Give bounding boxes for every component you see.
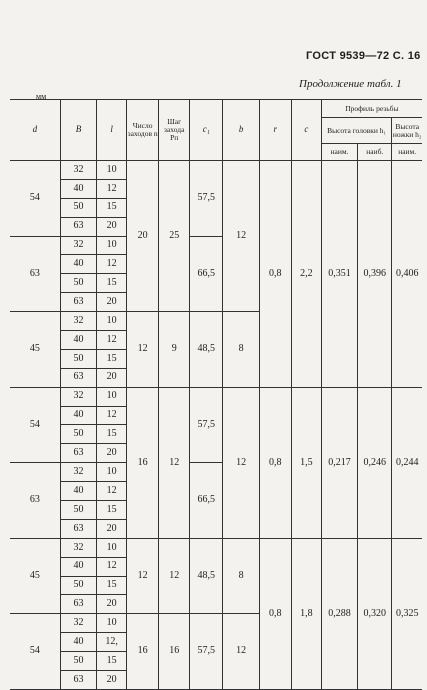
cell-l: 12 [97,331,127,350]
cell-l: 15 [97,576,127,595]
cell-lead: 9 [159,312,190,388]
cell-c1: 66,5 [190,463,223,539]
cell-B: 50 [60,501,96,520]
col-header-lead: Шаг захода Pп [159,100,190,161]
cell-l: 10 [97,463,127,482]
col-header-h2: Высота ножки h₂ [392,118,422,144]
cell-c1: 57,5 [190,161,223,237]
cell-l: 15 [97,349,127,368]
col-header-h1-max: наиб. [358,144,392,161]
cell-B: 63 [60,444,96,463]
table-row [10,538,422,557]
col-header-starts: Число заходов n [127,100,159,161]
cell-B: 63 [60,671,96,690]
cell-l: 10 [97,387,127,406]
cell-l: 20 [97,293,127,312]
cell-l: 20 [97,519,127,538]
table-row [10,387,422,406]
cell-h2-min: 0,406 [392,161,422,388]
cell-l: 10 [97,312,127,331]
cell-B: 50 [60,425,96,444]
cell-starts: 20 [127,161,159,312]
cell-r: 0,8 [259,538,291,689]
cell-B: 40 [60,255,96,274]
cell-starts: 12 [127,312,159,388]
cell-l: 10 [97,538,127,557]
col-header-B: B [60,100,96,161]
cell-B: 40 [60,406,96,425]
cell-l: 15 [97,198,127,217]
cell-B: 32 [60,614,96,633]
cell-B: 32 [60,538,96,557]
cell-B: 63 [60,595,96,614]
col-header-h1-min: наим. [321,144,357,161]
cell-B: 50 [60,349,96,368]
cell-b: 12 [223,387,259,538]
cell-c1: 66,5 [190,236,223,312]
cell-h1-max: 0,320 [358,538,392,689]
cell-c1: 57,5 [190,614,223,690]
cell-b: 12 [223,614,259,690]
cell-B: 32 [60,161,96,180]
standard-header: ГОСТ 9539—72 С. 16 [306,50,421,62]
cell-B: 63 [60,293,96,312]
cell-h1-max: 0,246 [358,387,392,538]
cell-l: 12 [97,557,127,576]
col-header-b: b [223,100,259,161]
cell-c: 1,5 [291,387,321,538]
cell-lead: 12 [159,387,190,538]
cell-l: 10 [97,236,127,255]
col-header-h2-min: наим. [392,144,422,161]
cell-l: 12 [97,255,127,274]
col-header-r: r [259,100,291,161]
cell-c1: 48,5 [190,538,223,614]
cell-l: 15 [97,425,127,444]
cell-l: 20 [97,217,127,236]
cell-B: 50 [60,198,96,217]
cell-d: 45 [10,538,60,614]
cell-b: 12 [223,161,259,312]
cell-d: 63 [10,236,60,312]
cell-l: 12 [97,406,127,425]
cell-r: 0,8 [259,387,291,538]
cell-l: 15 [97,501,127,520]
cell-c1: 48,5 [190,312,223,388]
cell-b: 8 [223,312,259,388]
cell-B: 32 [60,463,96,482]
unit-label: мм [36,92,47,101]
cell-B: 50 [60,576,96,595]
cell-r: 0,8 [259,161,291,388]
cell-B: 63 [60,519,96,538]
cell-c: 2,2 [291,161,321,388]
cell-h1-max: 0,396 [358,161,392,388]
cell-B: 40 [60,557,96,576]
cell-l: 20 [97,368,127,387]
cell-d: 54 [10,161,60,237]
cell-starts: 16 [127,387,159,538]
table-row [10,161,422,180]
cell-d: 63 [10,463,60,539]
cell-c: 1,8 [291,538,321,689]
col-header-c: c [291,100,321,161]
col-header-h1: Высота головки h₁ [321,118,392,144]
cell-B: 63 [60,217,96,236]
cell-h1-min: 0,351 [321,161,357,388]
table-continuation-label: Продолжение табл. 1 [299,78,402,90]
cell-B: 63 [60,368,96,387]
cell-B: 32 [60,312,96,331]
cell-l: 15 [97,274,127,293]
col-header-thread-profile: Профиль резьбы [321,100,422,118]
cell-l: 15 [97,652,127,671]
cell-l: 12 [97,179,127,198]
col-header-d: d [10,100,60,161]
cell-l: 10 [97,614,127,633]
table-body [10,161,422,690]
cell-B: 50 [60,274,96,293]
cell-B: 40 [60,633,96,652]
cell-d: 54 [10,387,60,463]
cell-h2-min: 0,244 [392,387,422,538]
cell-l: 20 [97,444,127,463]
cell-B: 50 [60,652,96,671]
cell-d: 54 [10,614,60,690]
cell-b: 8 [223,538,259,614]
cell-l: 12, [97,633,127,652]
dimensions-table [10,99,422,690]
cell-h1-min: 0,288 [321,538,357,689]
cell-c1: 57,5 [190,387,223,463]
cell-starts: 12 [127,538,159,614]
cell-lead: 16 [159,614,190,690]
cell-B: 32 [60,387,96,406]
cell-d: 45 [10,312,60,388]
cell-lead: 25 [159,161,190,312]
cell-l: 20 [97,671,127,690]
cell-l: 20 [97,595,127,614]
col-header-c1: c₁ [190,100,223,161]
cell-starts: 16 [127,614,159,690]
cell-lead: 12 [159,538,190,614]
cell-h2-min: 0,325 [392,538,422,689]
cell-B: 32 [60,236,96,255]
cell-B: 40 [60,482,96,501]
cell-l: 12 [97,482,127,501]
cell-h1-min: 0,217 [321,387,357,538]
cell-l: 10 [97,161,127,180]
col-header-l: l [97,100,127,161]
cell-B: 40 [60,331,96,350]
cell-B: 40 [60,179,96,198]
